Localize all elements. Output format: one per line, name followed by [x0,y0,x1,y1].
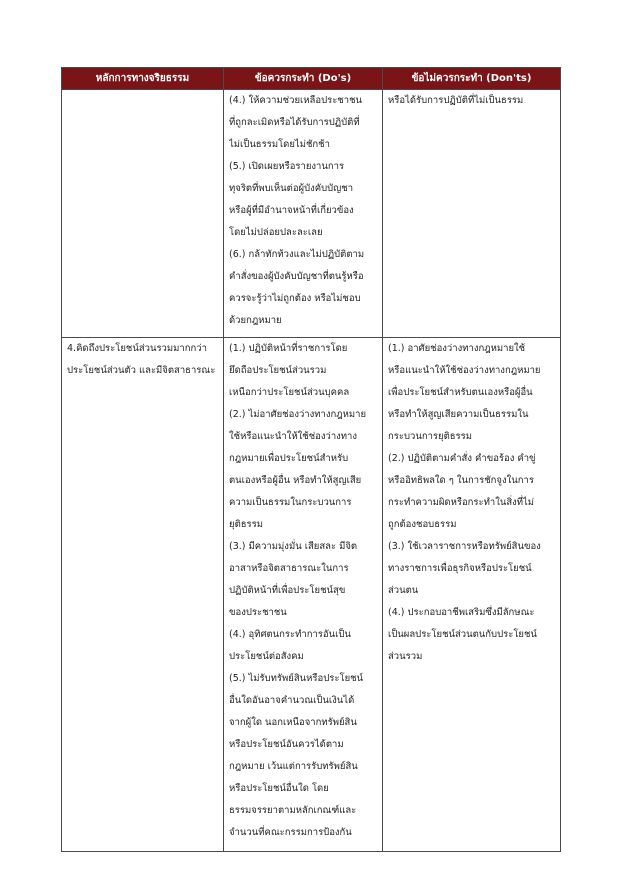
text-line: ธรรมจรรยาตามหลักเกณฑ์และ [229,805,357,816]
text-line: จำนวนที่คณะกรรมการป้องกัน [229,827,352,838]
header-donts: ข้อไม่ควรกระทำ (Don'ts) [383,68,561,90]
text-line: กฎหมายเพื่อประโยชน์สำหรับ [229,453,349,464]
donts-cell [383,338,561,852]
text-line: ของประชาชน [229,607,287,618]
text-line: (1.) อาศัยช่องว่างทางกฎหมายใช้ [388,343,526,354]
text-line: (4.) ให้ความช่วยเหลือประชาชน [229,95,363,106]
text-line: ทุจริตที่พบเห็นต่อผู้บังคับบัญชา [229,183,354,194]
text-line: ควรจะรู้ว่าไม่ถูกต้อง หรือไม่ชอบ [229,293,361,304]
text-line: ยึดถือประโยชน์ส่วนรวม [229,365,327,376]
text-line: ความเป็นธรรมในกระบวนการ [229,497,352,508]
text-line: (4.) ประกอบอาชีพเสริมซึ่งมีลักษณะ [388,607,535,618]
header-principle: หลักการทางจริยธรรม [62,68,224,90]
text-line: อาสาหรือจิตสาธารณะในการ [229,563,349,574]
text-line: ที่ถูกละเมิดหรือได้รับการปฏิบัติที่ [229,117,360,128]
text-line: หรือประโยชน์อันควรได้ตาม [229,739,344,750]
text-line: ส่วนรวม [388,651,423,662]
principle-cell [62,90,224,338]
text-line: หรือได้รับการปฏิบัติที่ไม่เป็นธรรม [388,95,524,106]
text-line: หรือประโยชน์อื่นใด โดย [229,783,329,794]
text-line: ยุติธรรม [229,519,264,530]
dos-cell [224,90,383,338]
text-line: ประโยชน์ส่วนตัว และมีจิตสาธารณะ [67,365,216,376]
text-line: โดยไม่ปล่อยปละละเลย [229,227,323,238]
text-line: เป็นผลประโยชน์ส่วนตนกับประโยชน์ [388,629,537,640]
text-line: (2.) ปฏิบัติตามคำสั่ง คำขอร้อง คำขู่ [388,453,536,464]
text-line: (3.) มีความมุ่งมั่น เสียสละ มีจิต [229,541,358,552]
text-line: เหนือกว่าประโยชน์ส่วนบุคคล [229,387,350,398]
text-line: คำสั่งของผู้บังคับบัญชาที่ตนรู้หรือ [229,271,364,282]
text-line: กระทำความผิดหรือกระทำในสิ่งที่ไม่ [388,497,535,508]
text-line: ทางราชการเพื่อธุรกิจหรือประโยชน์ [388,563,532,574]
ethics-table [61,67,561,852]
text-line: จากผู้ใด นอกเหนือจากทรัพย์สิน [229,717,357,728]
text-line: (1.) ปฏิบัติหน้าที่ราชการโดย [229,343,348,354]
text-line: 4.คิดถึงประโยชน์ส่วนรวมมากกว่า [67,343,207,354]
text-line: หรือผู้ที่มีอำนาจหน้าที่เกี่ยวข้อง [229,205,354,216]
text-line: ถูกต้องชอบธรรม [388,519,457,530]
text-line: ประโยชน์ต่อสังคม [229,651,304,662]
principle-cell [62,338,224,852]
text-line: (5.) เปิดเผยหรือรายงานการ [229,161,345,172]
text-line: เพื่อประโยชน์สำหรับตนเองหรือผู้อื่น [388,387,533,398]
text-line: หรืออิทธิพลใด ๆ ในการชักจูงในการ [388,475,534,486]
table-header-row [62,68,561,90]
text-line: หรือทำให้สูญเสียความเป็นธรรมใน [388,409,529,420]
table-row [62,338,561,852]
text-line: (2.) ไม่อาศัยช่องว่างทางกฎหมาย [229,409,367,420]
text-line: กฎหมาย เว้นแต่การรับทรัพย์สิน [229,761,358,772]
dos-cell [224,338,383,852]
text-line: ส่วนตน [388,585,419,596]
header-dos: ข้อควรกระทำ (Do's) [224,68,383,90]
text-line: ปฏิบัติหน้าที่เพื่อประโยชน์สุข [229,585,346,596]
text-line: ตนเองหรือผู้อื่น หรือทำให้สูญเสีย [229,475,362,486]
text-line: หรือแนะนำให้ใช้ช่องว่างทางกฎหมาย [388,365,541,376]
text-line: กระบวนการยุติธรรม [388,431,473,442]
text-line: ด้วยกฎหมาย [229,315,282,326]
text-line: (6.) กล้าทักท้วงและไม่ปฏิบัติตาม [229,249,365,260]
text-line: (5.) ไม่รับทรัพย์สินหรือประโยชน์ [229,673,364,684]
text-line: ใช้หรือแนะนำให้ใช้ช่องว่างทาง [229,431,358,442]
text-line: ไม่เป็นธรรมโดยไม่ชักช้า [229,139,330,150]
text-line: (4.) อุทิศตนกระทำการอันเป็น [229,629,351,640]
table-row [62,90,561,338]
text-line: (3.) ใช้เวลาราชการหรือทรัพย์สินของ [388,541,541,552]
text-line: อื่นใดอันอาจคำนวณเป็นเงินได้ [229,695,355,706]
donts-cell [383,90,561,338]
